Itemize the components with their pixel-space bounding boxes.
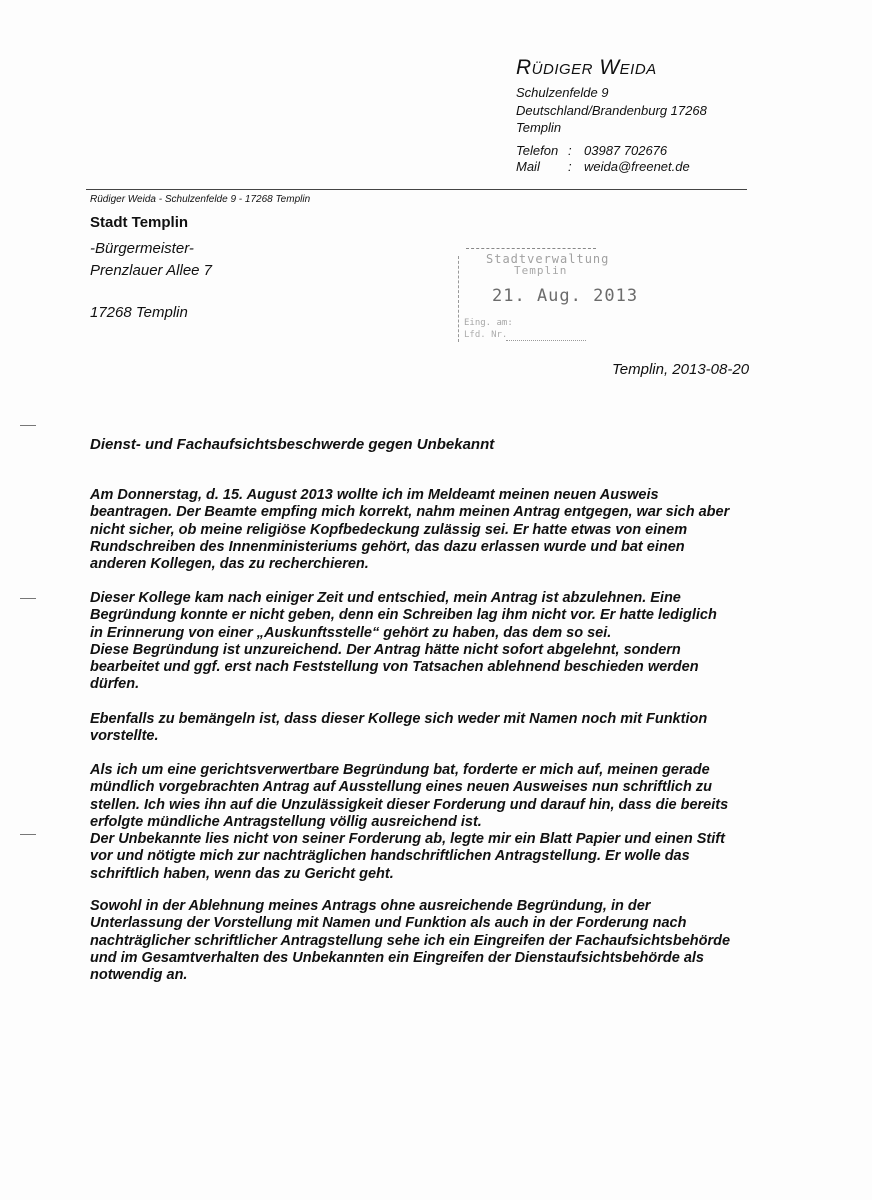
mail-colon: : — [568, 159, 572, 174]
body-line: Rundschreiben des Innenministeriums gehört, das dazu erlassen wurde und bat einen — [90, 538, 685, 555]
body-line: Sowohl in der Ablehnung meines Antrags ohne ausreichende Begründung, in der — [90, 898, 651, 914]
recipient-attention: -Bürgermeister- — [90, 240, 194, 257]
body-line: erfolgte mündliche Antragstellung völlig ausreichend ist. — [90, 813, 482, 830]
received-stamp — [456, 244, 639, 344]
stamp-town: Templin — [514, 264, 568, 277]
body-line: anderen Kollegen, das zu recherchieren. — [90, 556, 369, 573]
body-line: Diese Begründung ist unzureichend. Der Antrag hätte nicht sofort abgelehnt, sondern — [90, 641, 681, 658]
body-line: in Erinnerung von einer „Auskunftsstelle“ gehört zu haben, das dem so sei. — [90, 624, 612, 641]
stamp-dotted-line — [506, 340, 586, 341]
body-line: vorstellte. — [90, 728, 159, 745]
letterhead-divider — [86, 189, 747, 190]
body-line: Begründung konnte er nicht geben, denn ein Schreiben lag ihm nicht vor. Er hatte lediglich — [90, 607, 717, 624]
stamp-authority: Stadtverwaltung — [486, 252, 610, 266]
body-line: dürfen. — [90, 676, 140, 693]
phone-colon: : — [568, 143, 572, 158]
body-line: stellen. Ich wies ihn auf die Unzulässigkeit dieser Forderung und darauf hin, dass die bereits — [90, 796, 729, 813]
stamp-frame-left — [458, 256, 459, 342]
sender-street: Schulzenfelde 9 — [516, 85, 609, 100]
body-line: mündlich vorgebrachten Antrag auf Ausstellung eines neuen Ausweises nun schriftlich zu — [90, 779, 712, 796]
sender-city: Templin — [516, 120, 562, 135]
body-line: Unterlassung der Vorstellung mit Namen und Funktion als auch in der Forderung nach — [90, 915, 687, 932]
stamp-frame-top — [466, 248, 596, 249]
body-paragraph-5 — [90, 898, 760, 984]
stamp-lfd: Lfd. Nr. — [464, 330, 508, 340]
return-address: Rüdiger Weida - Schulzenfelde 9 - 17268 Templin — [90, 194, 311, 205]
sender-region: Deutschland/Brandenburg 17268 — [516, 103, 707, 118]
body-line: Als ich um eine gerichtsverwertbare Begründung bat, forderte er mich auf, meinen gerade — [90, 762, 710, 778]
phone-value: 03987 702676 — [584, 143, 668, 158]
sender-name: Rüdiger Weida — [516, 56, 657, 79]
body-line: vor und nötigte mich zur nachträglichen handschriftlichen Antragstellung. Er wolle das — [90, 848, 690, 865]
body-line: nicht sicher, ob meine religiöse Kopfbedeckung zulässig sei. Er hatte etwas von einem — [90, 521, 688, 538]
body-line: nachträglicher schriftlicher Antragstellung sehe ich ein Eingreifen der Fachaufsichtsbehörde — [90, 932, 731, 949]
body-paragraph-2 — [90, 590, 760, 694]
subject-line: Dienst- und Fachaufsichtsbeschwerde gegen Unbekannt — [90, 436, 495, 453]
body-paragraph-4 — [90, 762, 760, 883]
recipient-name: Stadt Templin — [90, 214, 189, 231]
body-line: schriftlich haben, wenn das zu Gericht geht. — [90, 865, 394, 882]
body-paragraph-3 — [90, 711, 760, 746]
mail-value: weida@freenet.de — [584, 159, 690, 174]
body-line: und im Gesamtverhalten des Unbekannten ein Eingreifen der Dienstaufsichtsbehörde als — [90, 949, 704, 966]
stamp-eing: Eing. am: — [464, 318, 513, 328]
fold-mark — [20, 425, 36, 426]
letter-date: Templin, 2013-08-20 — [612, 361, 750, 378]
punch-mark — [20, 834, 36, 835]
contact-mail-row — [516, 159, 690, 174]
body-line: bearbeitet und ggf. erst nach Feststellung von Tatsachen ablehnend beschieden werden — [90, 659, 699, 676]
phone-label: Telefon — [516, 143, 559, 158]
recipient-city: 17268 Templin — [90, 304, 188, 321]
body-line: Dieser Kollege kam nach einiger Zeit und entschied, mein Antrag ist abzulehnen. Eine — [90, 590, 681, 606]
body-line: Der Unbekannte lies nicht von seiner Forderung ab, legte mir ein Blatt Papier und einen Stift — [90, 831, 725, 848]
contact-phone-row — [516, 143, 667, 158]
fold-mark — [20, 598, 36, 599]
body-line: Am Donnerstag, d. 15. August 2013 wollte ich im Meldeamt meinen neuen Ausweis — [90, 487, 659, 503]
mail-label: Mail — [516, 159, 540, 174]
body-line: beantragen. Der Beamte empfing mich korrekt, nahm meinen Antrag entgegen, war sich aber — [90, 504, 730, 521]
body-paragraph-1 — [90, 487, 760, 573]
body-line: notwendig an. — [90, 967, 188, 984]
body-line: Ebenfalls zu bemängeln ist, dass dieser Kollege sich weder mit Namen noch mit Funktion — [90, 711, 708, 727]
stamp-date: 21. Aug. 2013 — [492, 286, 639, 306]
recipient-street: Prenzlauer Allee 7 — [90, 262, 213, 279]
